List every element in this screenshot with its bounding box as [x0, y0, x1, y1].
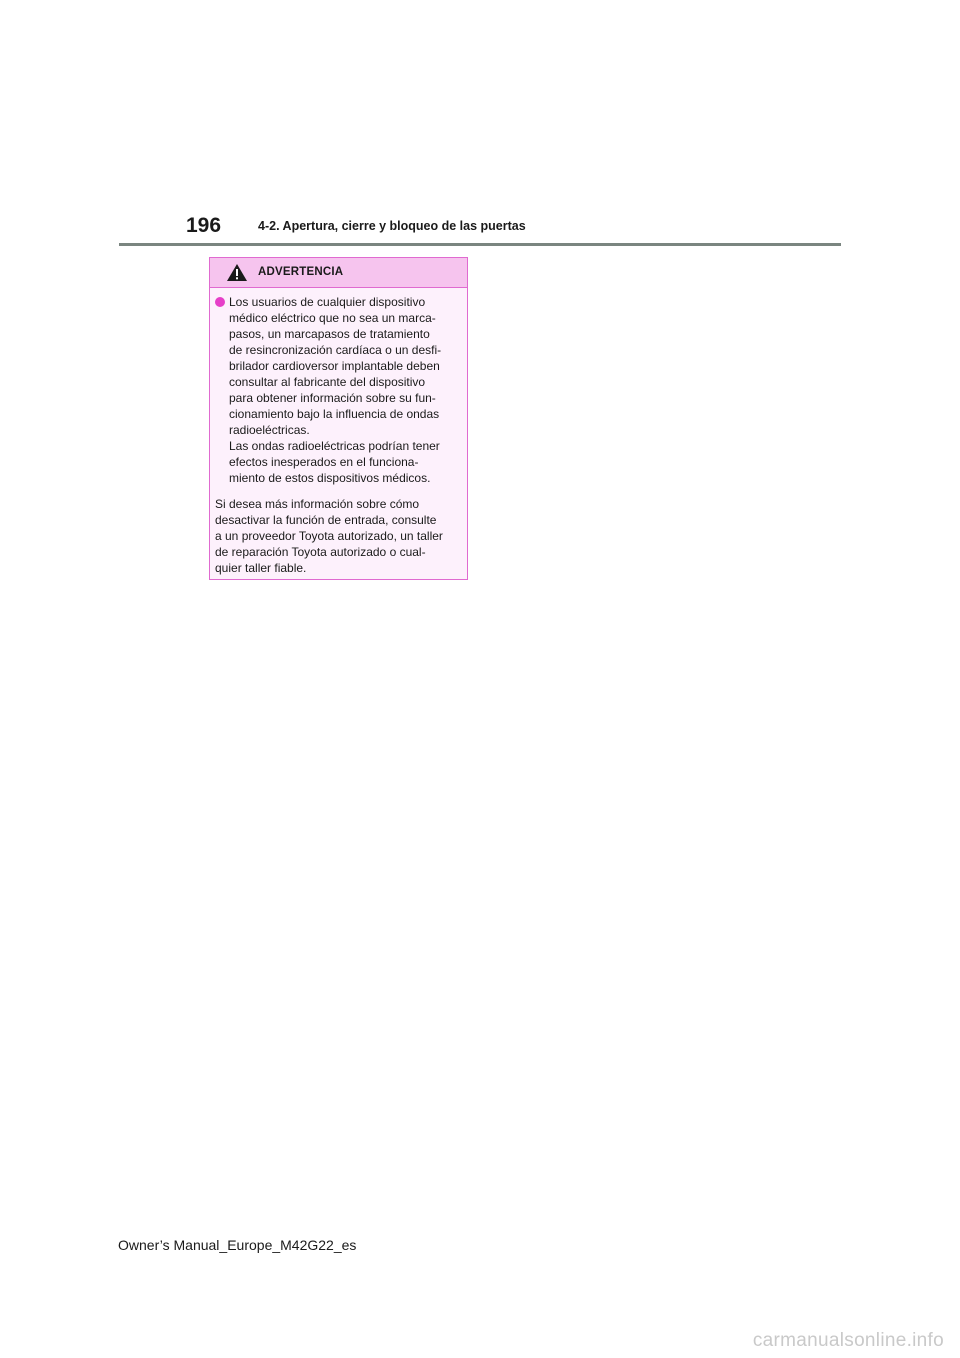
warning-box [209, 257, 468, 580]
warning-header [210, 258, 467, 288]
warning-triangle-icon [226, 263, 248, 282]
section-title: 4-2. Apertura, cierre y bloqueo de las puertas [258, 219, 526, 233]
header-divider [119, 243, 841, 246]
warning-bullet-item [215, 294, 459, 486]
warning-title: ADVERTENCIA [258, 266, 344, 278]
bullet-dot-icon [215, 297, 225, 307]
footer-text: Owner’s Manual_Europe_M42G22_es [118, 1237, 357, 1253]
watermark-text: carmanualsonline.info [752, 1330, 944, 1351]
page-number: 196 [186, 214, 222, 237]
warning-body [210, 288, 467, 576]
warning-bullet-text: Los usuarios de cualquier dispositivo médico eléctrico que no sea un marca- pasos, un marcapasos de tratamiento de resincronización cardíaca o un desfi- brilador cardioversor implantable deben consultar al fabricante del dispositivo para obtener información sobre su fun- cionamiento bajo la influencia de ondas radioeléctricas. Las ondas radioeléctricas podrían tener efectos inesperados en el funciona- miento de estos dispositivos médicos. [229, 295, 442, 485]
warning-note-text: Si desea más información sobre cómo desactivar la función de entrada, consulte a un proveedor Toyota autorizado, un taller de reparación Toyota autorizado o cual- quier taller fiable. [215, 497, 443, 575]
